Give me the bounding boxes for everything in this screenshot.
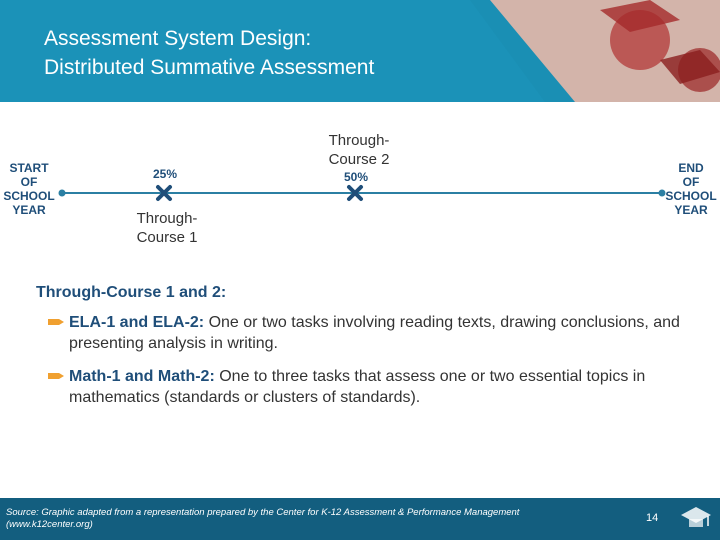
graduation-cap-icon	[680, 504, 712, 534]
title-line-2: Distributed Summative Assessment	[44, 56, 375, 79]
bullet-label: Math-1 and Math-2:	[69, 368, 215, 385]
marker2-label: Through- Course 2	[328, 132, 390, 168]
bullet-text: One to three tasks that assess one or two essential topics in mathematics (standards or clusters of standards).	[69, 368, 646, 406]
timeline	[0, 0, 720, 260]
source-citation: Source: Graphic adapted from a representation prepared by the Center for K-12 Assessment & Performance Management (www.k12center.org)	[6, 507, 520, 530]
title-line-1: Assessment System Design:	[44, 27, 312, 50]
marker1-percent: 25%	[153, 167, 178, 181]
marker1-label: Through- Course 1	[136, 210, 198, 246]
content-subheading: Through-Course 1 and 2:	[36, 284, 227, 301]
arrow-bullet-icon	[48, 373, 64, 379]
timeline-end-label: END OF SCHOOL YEAR	[665, 161, 717, 217]
timeline-start-label: START OF SCHOOL YEAR	[3, 161, 55, 217]
bullet-label: ELA-1 and ELA-2:	[69, 314, 205, 331]
footer-bar	[0, 498, 720, 540]
arrow-bullet-icon	[48, 319, 64, 325]
bullet-text: One or two tasks involving reading texts, drawing conclusions, and presenting analysis in writing.	[69, 314, 680, 352]
marker2-percent: 50%	[344, 170, 369, 184]
timeline-start-dot	[59, 190, 66, 197]
page-number: 14	[646, 512, 659, 524]
